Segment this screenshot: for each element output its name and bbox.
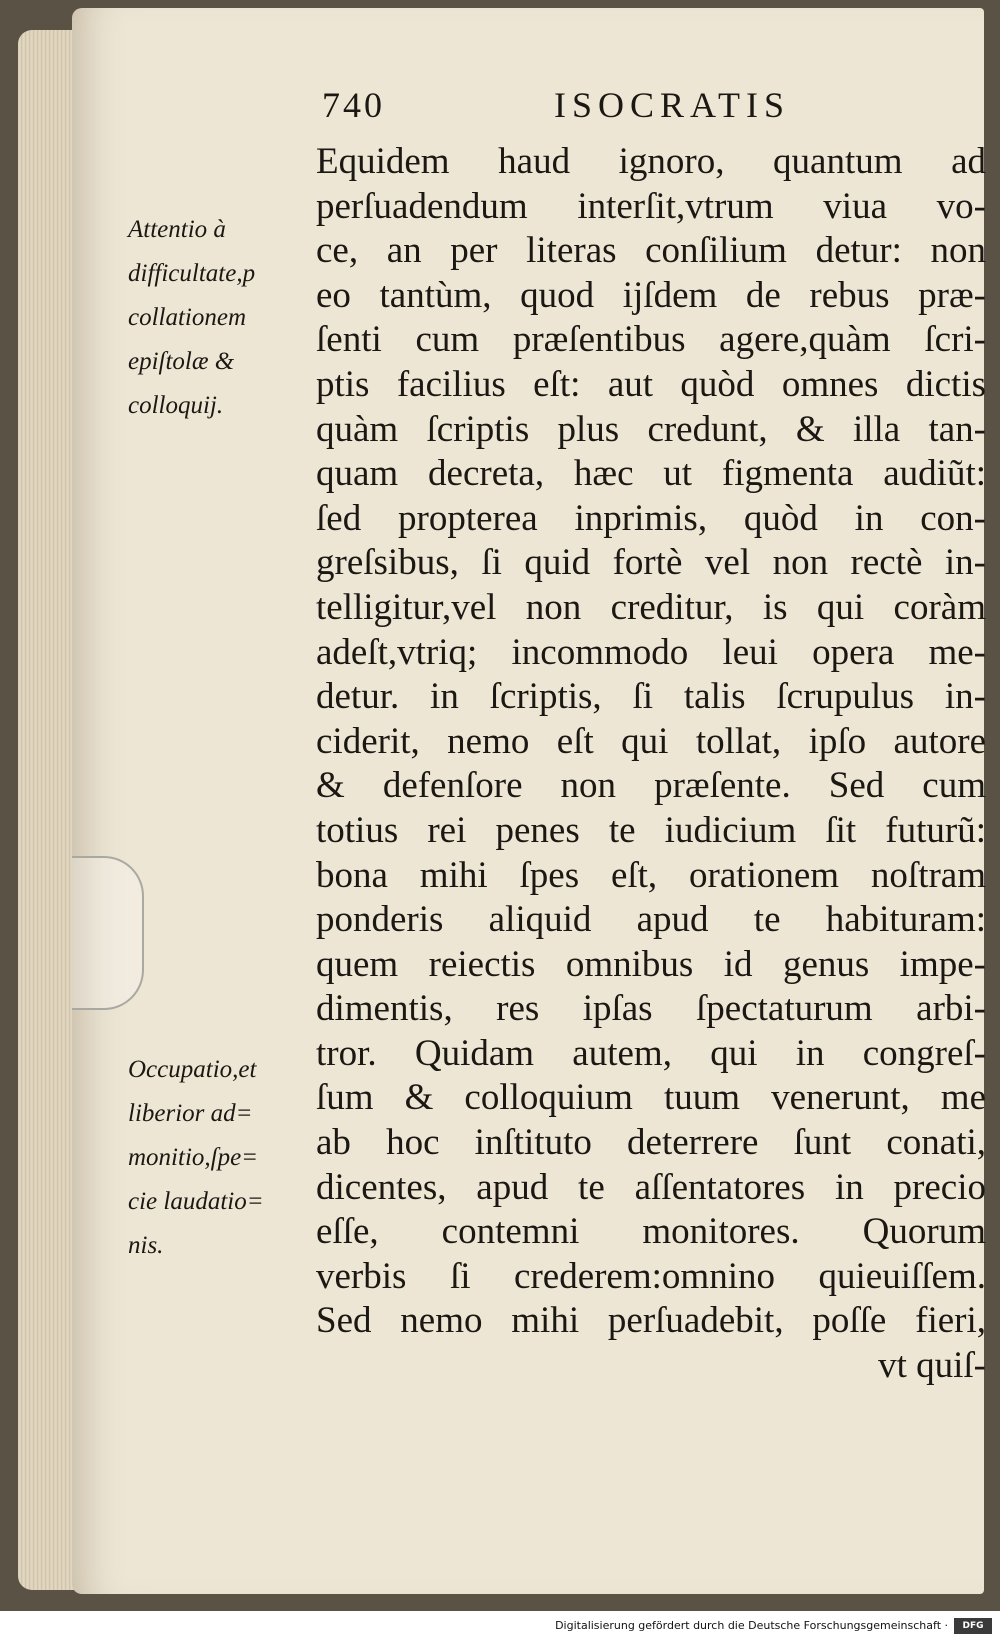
margin-note-line: cie laudatio= (128, 1188, 264, 1215)
body-line: quem reiectis omnibus id genus impe- (316, 943, 986, 985)
body-line: dicentes, apud te aſſentatores in precio (316, 1166, 986, 1208)
body-line: ptis facilius eſt: aut quòd omnes dictis (316, 363, 986, 405)
margin-note-line: collationem (128, 304, 247, 331)
body-line: bona mihi ſpes eſt, orationem noſtram (316, 854, 986, 896)
body-line: detur. in ſcriptis, ſi talis ſcrupulus in- (316, 676, 986, 718)
footer-bar (0, 1611, 1000, 1641)
body-line: Equidem haud ignoro, quantum ad (316, 141, 986, 182)
margin-note-line: nis. (128, 1232, 164, 1259)
body-line: ſed propterea inprimis, quòd in con- (316, 497, 986, 539)
margin-note-line: Attentio à (128, 216, 226, 243)
body-line: telligitur,vel non creditur, is qui coràm (316, 586, 986, 628)
running-title: ISOCRATIS (554, 85, 791, 125)
margin-note-line: monitio,ſpe= (128, 1144, 259, 1171)
body-line: adeſt,vtriq; incommodo leui opera me- (316, 631, 986, 673)
page-clip (72, 856, 144, 1010)
body-line: verbis ſi crederem:omnino quieuiſſem. (316, 1255, 986, 1297)
body-text (316, 140, 986, 1389)
body-line: eſſe, contemni monitores. Quorum (316, 1211, 986, 1253)
margin-note-1 (128, 208, 308, 428)
body-line: perſuadendum interſit,vtrum viua vo- (316, 185, 986, 227)
body-line: dimentis, res ipſas ſpectaturum arbi- (316, 988, 986, 1030)
body-line: greſsibus, ſi quid fortè vel non rectè in- (316, 542, 986, 584)
body-line: ponderis aliquid apud te habituram: (316, 899, 986, 941)
margin-note-line: colloquij. (128, 392, 224, 419)
body-line: ce, an per literas conſilium detur: non (316, 230, 986, 272)
body-line: totius rei penes te iudicium ſit futurũ: (316, 809, 986, 851)
page-header (322, 84, 922, 128)
body-line: quàm ſcriptis plus credunt, & illa tan- (316, 408, 986, 450)
body-line: ab hoc inſtituto deterrere ſunt conati, (316, 1122, 986, 1164)
body-line: ciderit, nemo eſt qui tollat, ipſo autore (316, 720, 986, 762)
catchword: vt quiſ- (878, 1345, 986, 1387)
margin-note-line: difficultate,p (128, 260, 256, 287)
page-number: 740 (322, 85, 385, 125)
body-line: eo tantùm, quod ijſdem de rebus præ- (316, 274, 986, 316)
margin-note-line: epiſtolæ & (128, 348, 235, 375)
body-line: tror. Quidam autem, qui in congreſ- (316, 1032, 986, 1074)
body-line: quam decreta, hæc ut figmenta audiũt: (316, 453, 986, 495)
margin-note-2 (128, 1048, 308, 1268)
body-line: & defenſore non præſente. Sed cum (316, 765, 986, 807)
margin-note-line: Occupatio,et (128, 1056, 257, 1083)
dfg-logo-icon: DFG (954, 1618, 992, 1634)
body-line: ſum & colloquium tuum venerunt, me (316, 1077, 986, 1119)
body-line: ſenti cum præſentibus agere,quàm ſcri- (316, 319, 986, 361)
body-line: Sed nemo mihi perſuadebit, poſſe fieri, (316, 1300, 986, 1342)
margin-note-line: liberior ad= (128, 1100, 253, 1127)
funding-notice: Digitalisierung gefördert durch die Deutsche Forschungsgemeinschaft · (555, 1619, 948, 1632)
